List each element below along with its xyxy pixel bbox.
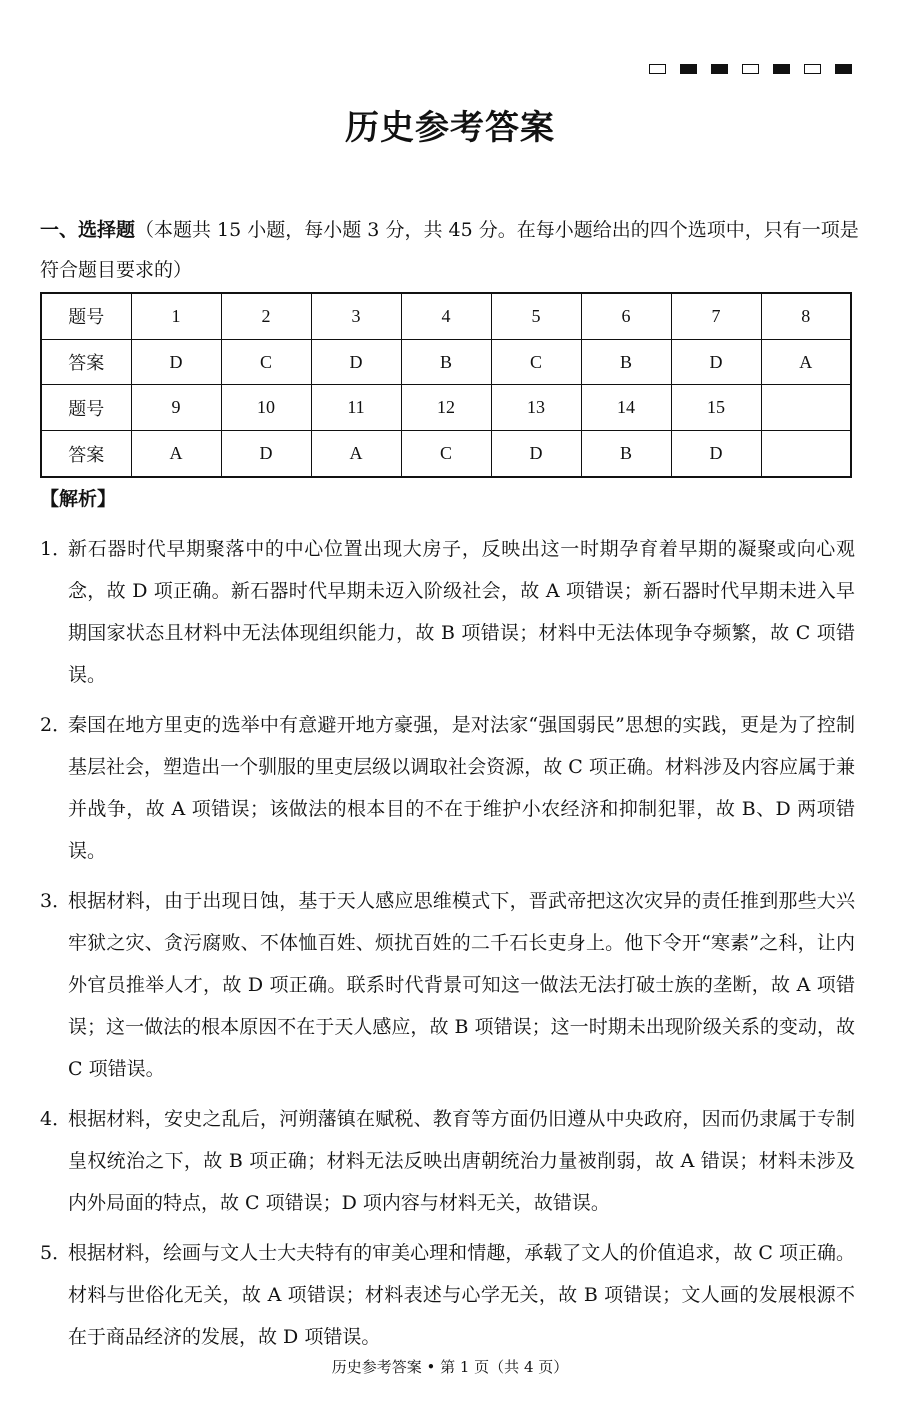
header-mark	[711, 64, 728, 74]
table-cell: D	[671, 431, 761, 477]
header-marks	[649, 64, 852, 74]
row-label-cell: 答案	[41, 339, 131, 385]
table-row	[41, 431, 851, 477]
table-cell: B	[581, 431, 671, 477]
item-number: 2．	[40, 714, 72, 736]
section-title: 一、选择题	[40, 219, 136, 241]
row-label-cell: 题号	[41, 293, 131, 339]
table-cell: 2	[221, 293, 311, 339]
item-number: 1．	[40, 538, 72, 560]
item-number: 4．	[40, 1108, 72, 1130]
table-cell: 9	[131, 385, 221, 431]
analysis-item	[40, 704, 855, 872]
table-cell: D	[221, 431, 311, 477]
analysis-item	[40, 1232, 855, 1358]
section-instructions: （本题共 15 小题，每小题 3 分，共 45 分。在每小题给出的四个选项中，只有一项是符合题目要求的）	[40, 219, 859, 281]
item-text: 根据材料，绘画与文人士大夫特有的审美心理和情趣，承载了文人的价值追求，故 C 项正确。材料与世俗化无关，故 A 项错误；材料表述与心学无关，故 B 项错误；文人画的发展根源不在于商品经济的发展，故 D 项错误。	[68, 1242, 855, 1348]
table-cell: 5	[491, 293, 581, 339]
item-text: 根据材料，安史之乱后，河朔藩镇在赋税、教育等方面仍旧遵从中央政府，因而仍隶属于专制皇权统治之下，故 B 项正确；材料无法反映出唐朝统治力量被削弱，故 A 错误；材料未涉及内外局面的特点，故 C 项错误；D 项内容与材料无关，故错误。	[68, 1108, 855, 1214]
header-mark	[742, 64, 759, 74]
item-text: 根据材料，由于出现日蚀，基于天人感应思维模式下，晋武帝把这次灾异的责任推到那些大兴牢狱之灾、贪污腐败、不体恤百姓、烦扰百姓的二千石长吏身上。他下令开“寒素”之科，让内外官员推举人才，故 D 项正确。联系时代背景可知这一做法无法打破士族的垄断，故 A 项错误；这一做法的根本原因不在于天人感应，故 B 项错误；这一时期未出现阶级关系的变动，故 C 项错误。	[68, 890, 855, 1080]
header-mark	[804, 64, 821, 74]
row-label-cell: 答案	[41, 431, 131, 477]
table-cell: 14	[581, 385, 671, 431]
table-cell: 8	[761, 293, 851, 339]
table-cell: 1	[131, 293, 221, 339]
table-cell: C	[221, 339, 311, 385]
table-cell: 13	[491, 385, 581, 431]
table-row	[41, 293, 851, 339]
table-cell: A	[131, 431, 221, 477]
table-cell: D	[671, 339, 761, 385]
analysis-item	[40, 880, 855, 1090]
row-label-cell: 题号	[41, 385, 131, 431]
item-number: 5．	[40, 1242, 72, 1264]
page-title: 历史参考答案	[345, 108, 555, 148]
header-mark	[835, 64, 852, 74]
analysis-list	[40, 528, 855, 1366]
table-cell: 6	[581, 293, 671, 339]
table-cell: 15	[671, 385, 761, 431]
page-footer: 历史参考答案 • 第 1 页（共 4 页）	[331, 1358, 569, 1376]
analysis-item	[40, 1098, 855, 1224]
header-mark	[773, 64, 790, 74]
table-cell: 4	[401, 293, 491, 339]
item-number: 3．	[40, 890, 72, 912]
table-cell: C	[401, 431, 491, 477]
table-cell: 10	[221, 385, 311, 431]
section-heading	[40, 210, 860, 290]
item-text: 新石器时代早期聚落中的中心位置出现大房子，反映出这一时期孕育着早期的凝聚或向心观念，故 D 项正确。新石器时代早期未迈入阶级社会，故 A 项错误；新石器时代早期未进入早期国家状态且材料中无法体现组织能力，故 B 项错误；材料中无法体现争夺频繁，故 C 项错误。	[68, 538, 855, 686]
header-mark	[649, 64, 666, 74]
table-cell: D	[491, 431, 581, 477]
table-cell	[761, 431, 851, 477]
table-cell: D	[131, 339, 221, 385]
analysis-item	[40, 528, 855, 696]
answer-table	[40, 292, 852, 478]
table-cell: D	[311, 339, 401, 385]
table-cell	[761, 385, 851, 431]
table-cell: A	[311, 431, 401, 477]
table-cell: B	[401, 339, 491, 385]
analysis-label: 【解析】	[40, 488, 117, 510]
table-cell: C	[491, 339, 581, 385]
table-row	[41, 339, 851, 385]
table-cell: 11	[311, 385, 401, 431]
table-row	[41, 385, 851, 431]
table-cell: B	[581, 339, 671, 385]
item-text: 秦国在地方里吏的选举中有意避开地方豪强，是对法家“强国弱民”思想的实践，更是为了控制基层社会，塑造出一个驯服的里吏层级以调取社会资源，故 C 项正确。材料涉及内容应属于兼并战争，故 A 项错误；该做法的根本目的不在于维护小农经济和抑制犯罪，故 B、D 两项错误。	[68, 714, 855, 862]
table-cell: 12	[401, 385, 491, 431]
header-mark	[680, 64, 697, 74]
table-cell: 7	[671, 293, 761, 339]
table-cell: A	[761, 339, 851, 385]
table-cell: 3	[311, 293, 401, 339]
